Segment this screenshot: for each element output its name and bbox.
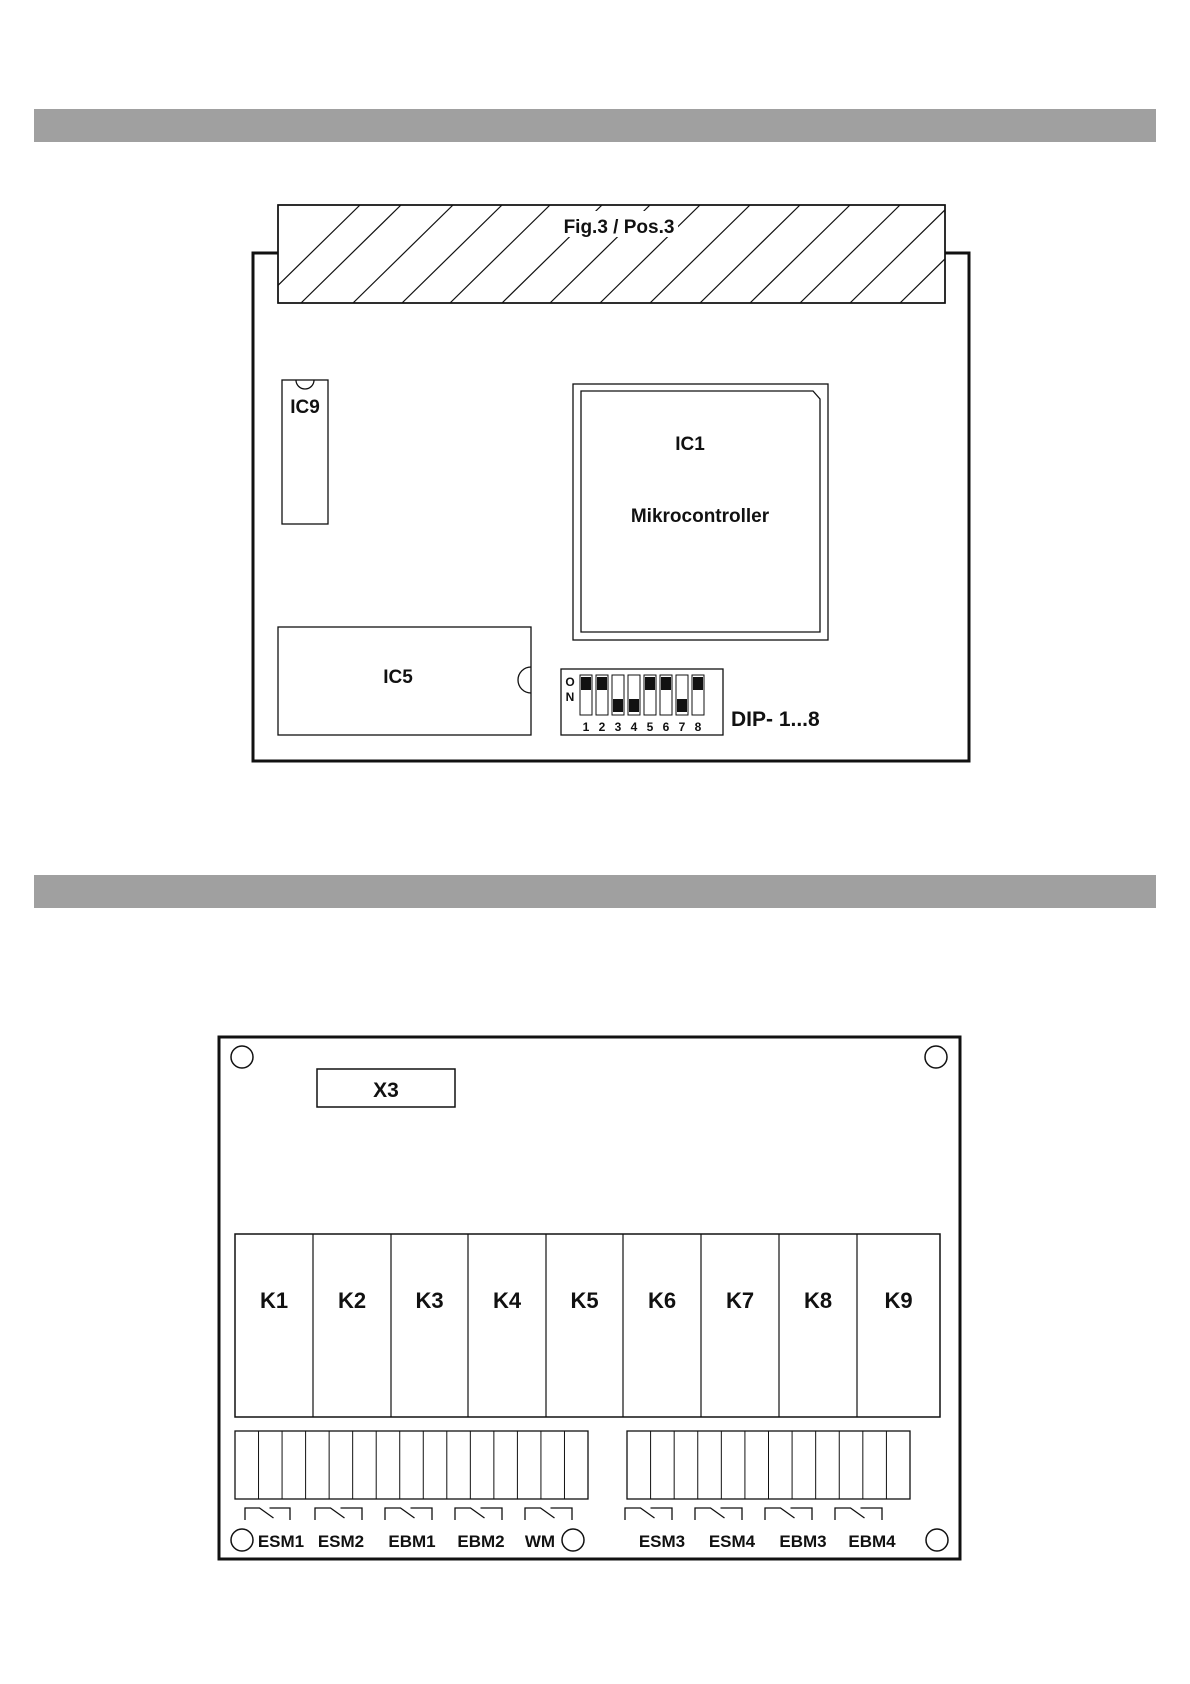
fig-pos-label: Fig.3 / Pos.3 [563,217,675,238]
relay-contact-symbol [695,1508,742,1520]
output-label-esm2: ESM2 [317,1532,365,1551]
x3-label: X3 [373,1079,399,1102]
relay-contact-symbol [525,1508,572,1520]
x3-connector [317,1069,455,1107]
output-label-wm: WM [524,1532,556,1551]
mounting-hole [926,1529,948,1551]
dip-number-4: 4 [630,720,638,734]
ic1-chip [573,384,828,640]
relay-label-k7: K7 [725,1288,755,1313]
output-label-esm3: ESM3 [638,1532,686,1551]
mounting-hole [925,1046,947,1068]
dip-switch-knob-7 [677,699,687,712]
ic9-chip [282,380,328,524]
dip-number-7: 7 [678,720,686,734]
dip-label: DIP- 1...8 [731,708,820,731]
relay-contact-symbol [385,1508,432,1520]
output-label-ebm3: EBM3 [779,1532,827,1551]
relay-contact-symbol [245,1508,290,1520]
mounting-hole [231,1046,253,1068]
dip-number-8: 8 [694,720,702,734]
relay-bank [235,1234,940,1417]
relay-label-k8: K8 [803,1288,833,1313]
relay-contact-symbol [625,1508,672,1520]
dip-switch [561,669,820,735]
relay-contact-symbol [835,1508,882,1520]
relay-label-k4: K4 [492,1288,522,1313]
mounting-hole [231,1529,253,1551]
mounting-hole [562,1529,584,1551]
dip-switch-knob-5 [645,677,655,690]
relay-label-k6: K6 [647,1288,677,1313]
dip-switch-knob-6 [661,677,671,690]
ic1-sublabel: Mikrocontroller [630,506,770,527]
dip-number-2: 2 [598,720,606,734]
dip-switch-knob-3 [613,699,623,712]
relay-contact-symbol [315,1508,362,1520]
relay-label-k9: K9 [884,1288,913,1313]
dip-on-letter-n: N [565,690,575,704]
terminal-block-right [627,1431,910,1499]
dip-number-5: 5 [646,720,654,734]
output-labels [258,1532,896,1551]
output-label-ebm4: EBM4 [848,1532,896,1551]
dip-number-3: 3 [614,720,622,734]
ic5-chip [278,627,531,735]
relay-label-k5: K5 [570,1288,599,1313]
output-label-esm1: ESM1 [257,1532,305,1551]
relay-board [219,1037,960,1559]
dip-switch-knob-8 [693,677,703,690]
ic1-label: IC1 [675,434,705,455]
relay-label-k1: K1 [259,1288,289,1313]
dip-switch-knob-4 [629,699,639,712]
controller-board [253,205,1000,761]
dip-switch-knob-1 [581,677,591,690]
terminal-block-left [235,1431,588,1499]
relay-contact-symbol [765,1508,812,1520]
output-label-esm4: ESM4 [708,1532,756,1551]
fig-pos-connector-area [260,205,1000,303]
output-label-ebm1: EBM1 [388,1532,436,1551]
relay-label-k2: K2 [337,1288,367,1313]
dip-switch-knob-2 [597,677,607,690]
dip-on-letter-o: O [565,675,575,689]
output-label-ebm2: EBM2 [457,1532,505,1551]
relay-label-k3: K3 [415,1288,444,1313]
relay-contact-symbol [455,1508,502,1520]
ic9-label: IC9 [290,397,320,418]
controller-board-outline [253,253,969,761]
ic5-label: IC5 [383,667,413,688]
dip-number-1: 1 [582,720,590,734]
dip-number-6: 6 [662,720,670,734]
